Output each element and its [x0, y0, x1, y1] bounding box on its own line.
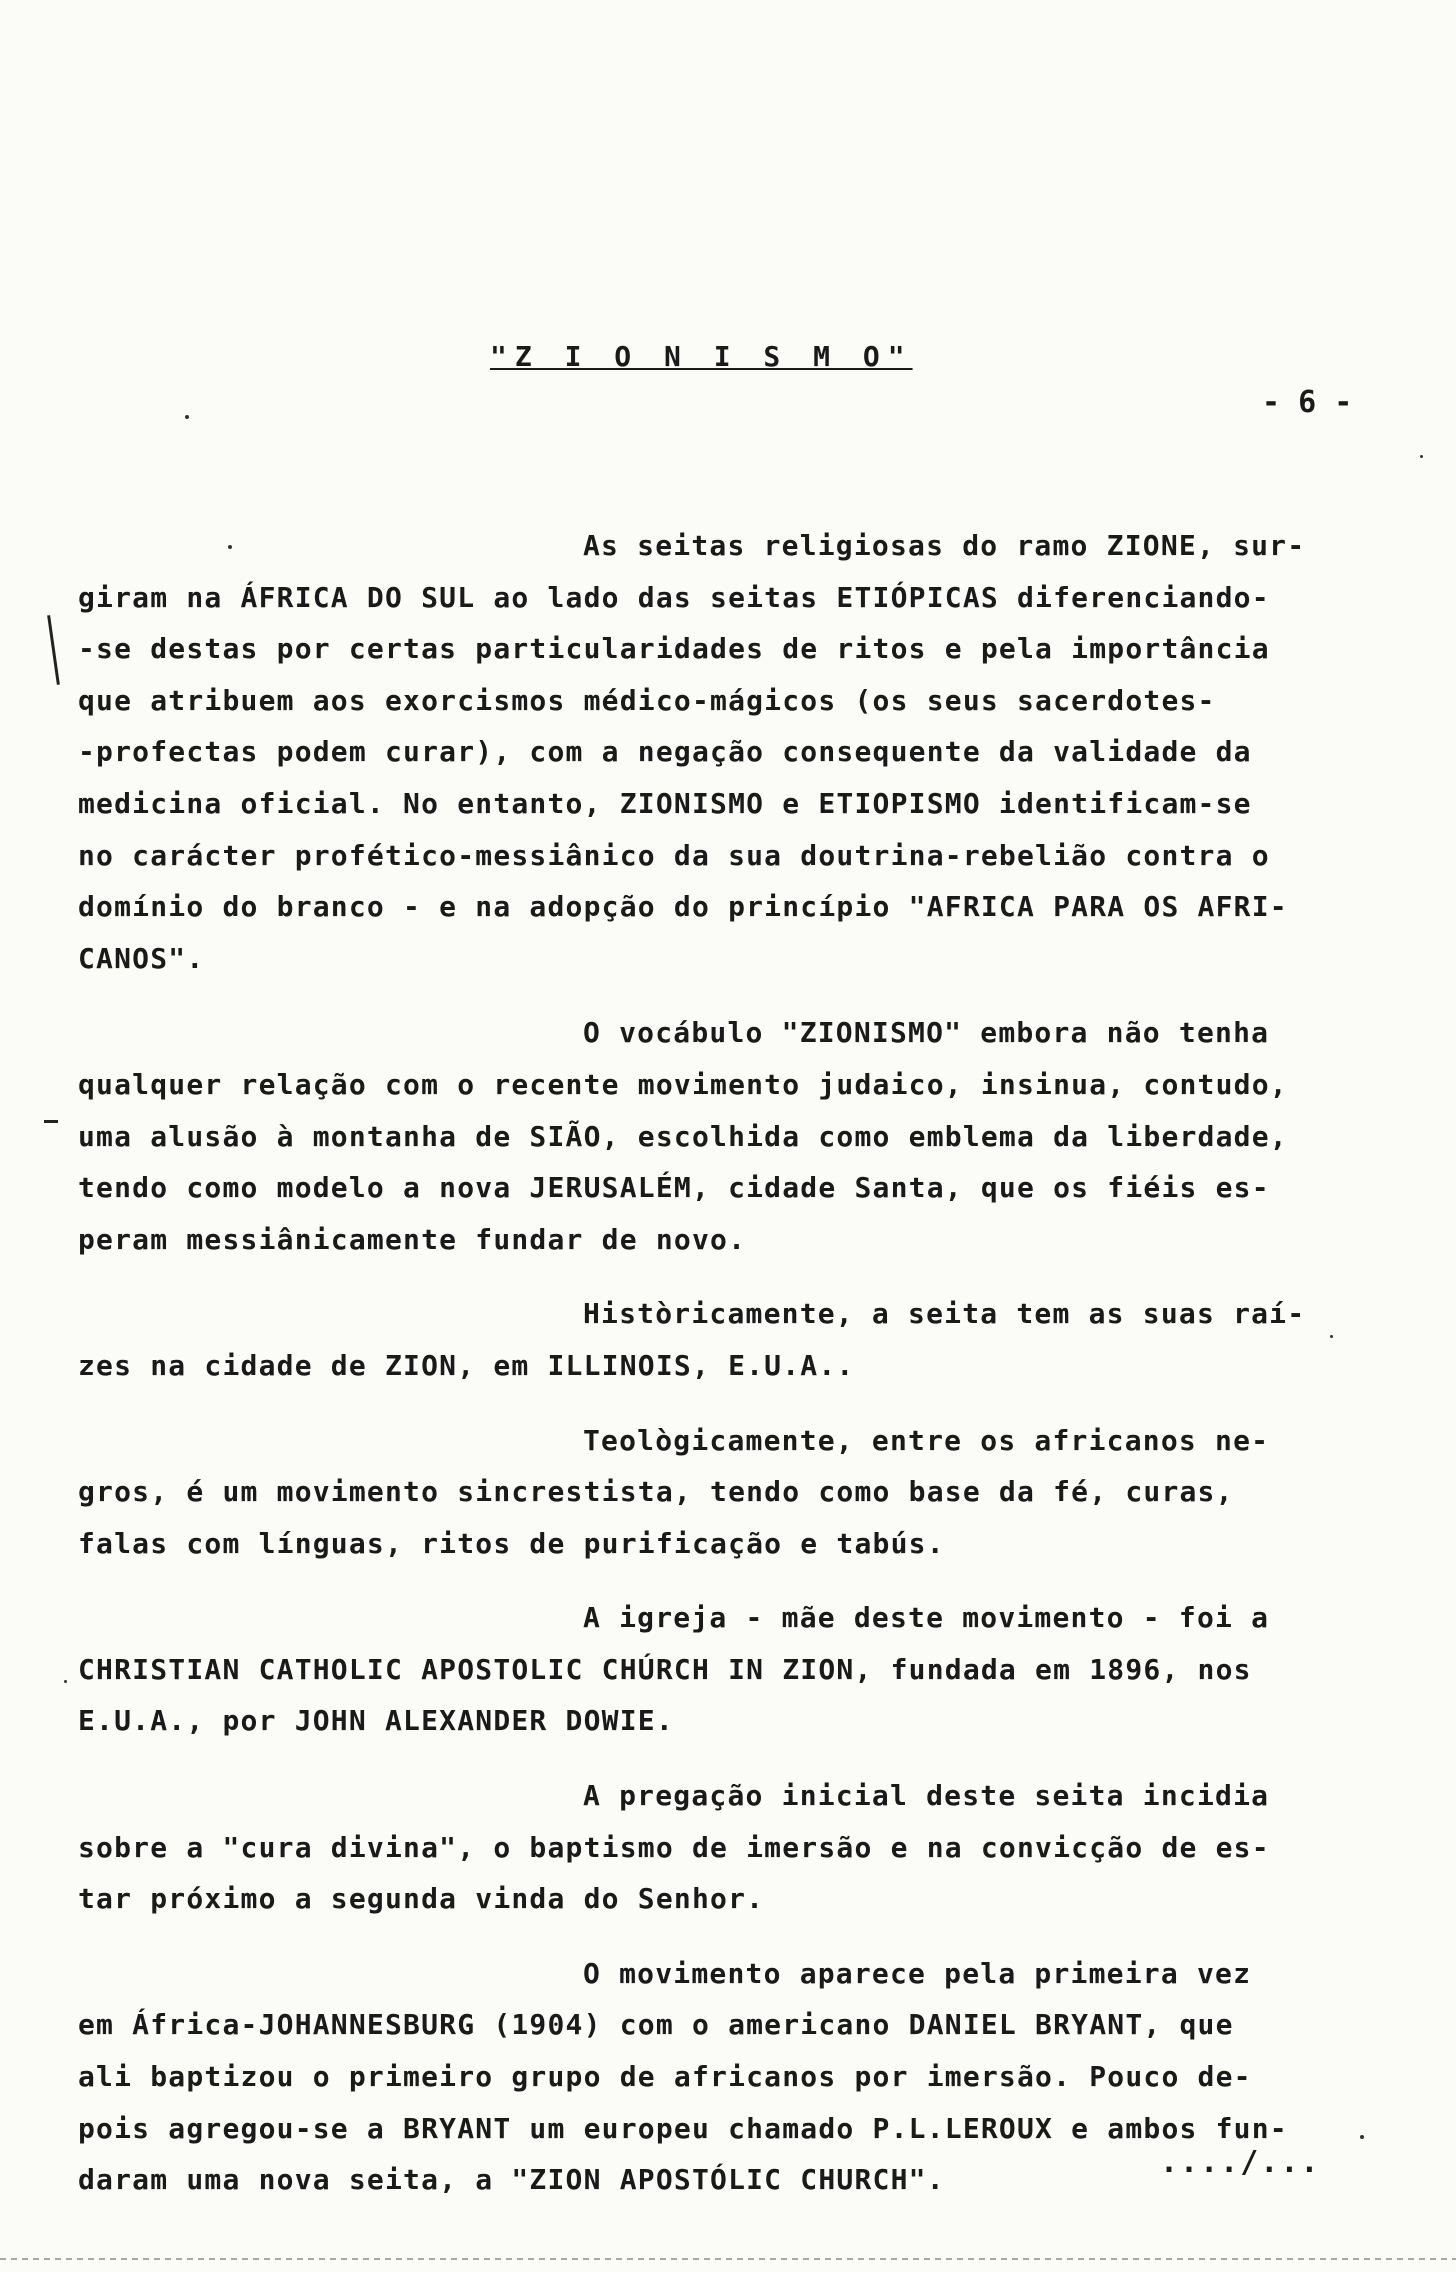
margin-stroke [47, 615, 60, 685]
paragraph-line: que atribuem aos exorcismos médico-mágicos (os seus sacerdotes- [78, 683, 1216, 717]
paragraph-line: A pregação inicial deste seita incidia [583, 1779, 1270, 1813]
scan-speck [64, 1680, 67, 1683]
paragraph-line: tar próximo a segunda vinda do Senhor. [78, 1882, 765, 1916]
continuation-mark: ..../... [1160, 2145, 1321, 2180]
document-title-text: "Z I O N I S M O" [490, 340, 913, 373]
paragraph-line: O vocábulo "ZIONISMO" embora não tenha [583, 1016, 1270, 1050]
paragraph-line: pois agregou-se a BRYANT um europeu chamado P.L.LEROUX e ambos fun- [78, 2111, 1288, 2145]
paragraph-line: CANOS". [78, 941, 205, 975]
scan-edge [0, 2258, 1456, 2260]
margin-dash [44, 1120, 58, 1123]
paragraph-line: no carácter profético-messiânico da sua doutrina-rebelião contra o [78, 838, 1270, 872]
document-body [78, 520, 1328, 2206]
paragraph-line: -profectas podem curar), com a negação consequente da validade da [78, 735, 1252, 769]
paragraph-line: ali baptizou o primeiro grupo de africanos por imersão. Pouco de- [78, 2060, 1252, 2094]
paragraph-line: As seitas religiosas do ramo ZIONE, sur- [583, 529, 1306, 562]
paragraph-line: qualquer relação com o recente movimento judaico, insinua, contudo, [78, 1067, 1288, 1101]
paragraph-line: Històricamente, a seita tem as suas raí- [583, 1297, 1306, 1331]
page-number: - 6 - [1262, 385, 1353, 420]
paragraph [78, 1592, 1328, 1747]
scan-speck [1360, 2135, 1364, 2139]
paragraph [78, 1007, 1328, 1265]
paragraph [78, 1415, 1328, 1570]
paragraph-line: tendo como modelo a nova JERUSALÉM, cidade Santa, que os fiéis es- [78, 1171, 1270, 1205]
paragraph-line: em África-JOHANNESBURG (1904) com o americano DANIEL BRYANT, que [78, 2008, 1234, 2042]
paragraph-line: E.U.A., por JOHN ALEXANDER DOWIE. [78, 1704, 674, 1738]
paragraph-line: peram messiânicamente fundar de novo. [78, 1222, 747, 1256]
paragraph-line: A igreja - mãe deste movimento - foi a [583, 1601, 1270, 1635]
scan-speck [1420, 455, 1423, 458]
paragraph [78, 520, 1328, 984]
paragraph [78, 1770, 1328, 1925]
paragraph-line: -se destas por certas particularidades de ritos e pela importância [78, 632, 1270, 666]
document-title [490, 340, 913, 373]
paragraph-line: CHRISTIAN CATHOLIC APOSTOLIC CHÚRCH IN ZION, fundada em 1896, nos [78, 1652, 1252, 1686]
paragraph [78, 1288, 1328, 1391]
paragraph-line: gros, é um movimento sincrestista, tendo como base da fé, curas, [78, 1475, 1234, 1509]
paragraph-line: domínio do branco - e na adopção do princípio "AFRICA PARA OS AFRI- [78, 890, 1288, 924]
paragraph-line: uma alusão à montanha de SIÃO, escolhida como emblema da liberdade, [78, 1119, 1288, 1153]
paragraph-line: falas com línguas, ritos de purificação e tabús. [78, 1526, 945, 1560]
paragraph-line: giram na ÁFRICA DO SUL ao lado das seitas ETIÓPICAS diferenciando- [78, 580, 1270, 614]
paragraph-line: medicina oficial. No entanto, ZIONISMO e ETIOPISMO identificam-se [78, 786, 1252, 820]
paragraph-line: O movimento aparece pela primeira vez [583, 1956, 1252, 1990]
scan-speck [185, 415, 189, 419]
paragraph-line: Teològicamente, entre os africanos ne- [583, 1423, 1270, 1457]
scan-speck [1330, 1335, 1333, 1338]
paragraph [78, 1948, 1328, 2206]
paragraph-line: zes na cidade de ZION, em ILLINOIS, E.U.A.. [78, 1348, 855, 1382]
paragraph-line: sobre a "cura divina", o baptismo de imersão e na convicção de es- [78, 1830, 1270, 1864]
scan-speck [228, 545, 232, 549]
paragraph-line: daram uma nova seita, a "ZION APOSTÓLIC CHURCH". [78, 2163, 945, 2197]
